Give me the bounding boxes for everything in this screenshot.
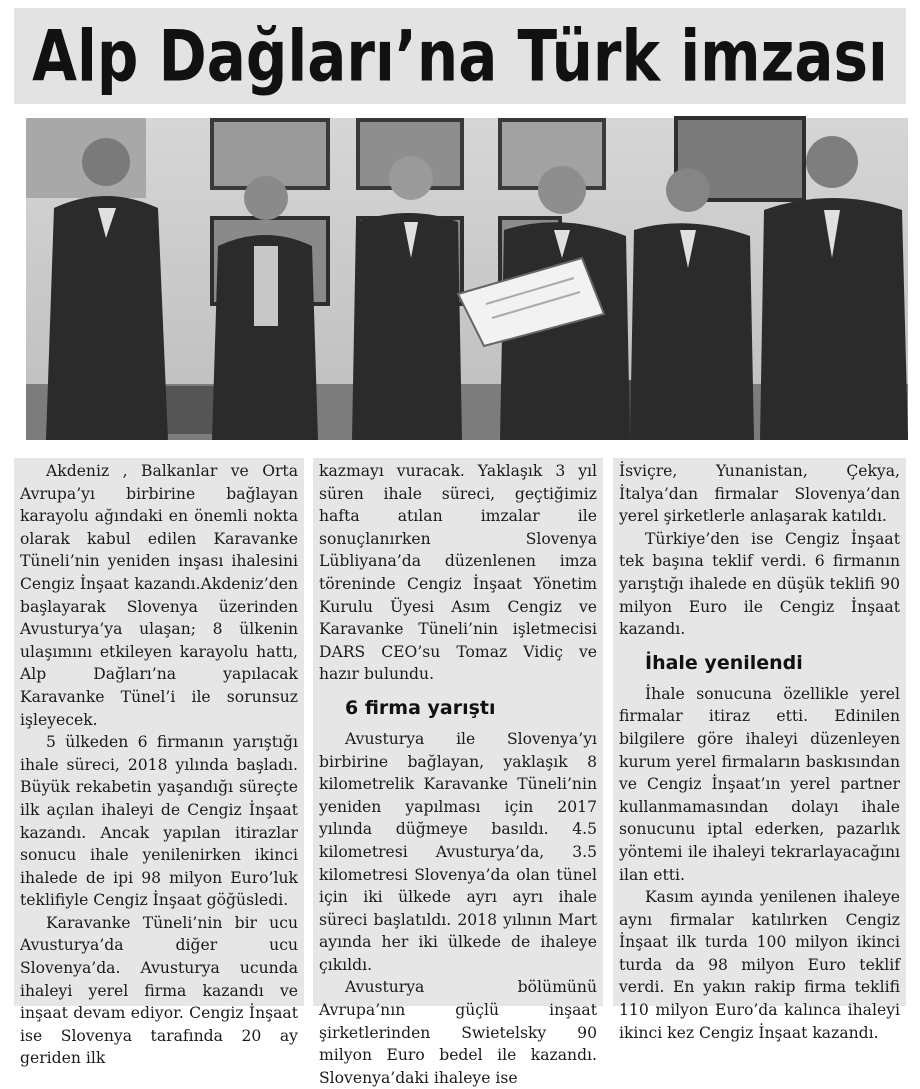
paragraph: Kasım ayında yenilenen ihaleye aynı firmalar katılırken Cengiz İnşaat ilk turda 100 milyon ikinci turda da 98 milyon Euro teklif verdi. En yakın rakip firma teklifi 110 milyon Euro’da kalınca ihaleyi ikinci kez Cengiz İnşaat kazandı. xyxy=(619,888,900,1042)
paragraph: 5 ülkeden 6 firmanın yarıştığı ihale süreci, 2018 yılında başladı. Büyük rekabetin yaşandığı süreçte ilk açılan ihaleyi de Cengiz İnşaat kazandı. Ancak yapılan itirazlar sonucu ihale yenilenirken ikinci ihalede de ipi 98 milyon Euro’luk teklifiyle Cengiz İnşaat göğüsledi. xyxy=(20,733,298,910)
article-column-1 xyxy=(14,458,304,1068)
subheading: İhale yenilendi xyxy=(645,651,803,674)
article-column-3 xyxy=(613,458,906,1042)
signing-ceremony-photo xyxy=(26,118,908,440)
paragraph: İsviçre, Yunanistan, Çekya, İtalya’dan firmalar Slovenya’dan yerel şirketlerle anlaşarak katıldı. xyxy=(619,462,900,526)
article-column-2 xyxy=(313,458,603,1087)
paragraph: Avusturya ile Slovenya’yı birbirine bağlayan, yaklaşık 8 kilometrelik Karavanke Tüneli’nin yeniden yapılması için 2017 yılında düğmeye basıldı. 4.5 kilometresi Avusturya’da, 3.5 kilometresi Slovenya’da olan tünel için iki ülkede ayrı ayrı ihale süreci başlatıldı. 2018 yılının Mart ayında her iki ülkede de ihaleye çıkıldı. xyxy=(319,729,597,974)
article-photo xyxy=(26,118,908,440)
headline-banner xyxy=(14,8,906,104)
paragraph: Avusturya bölümünü Avrupa’nın güçlü inşaat şirketlerinden Swietelsky 90 milyon Euro bedel ile kazandı. Slovenya’daki ihaleye ise xyxy=(319,978,597,1087)
paragraph: Akdeniz , Balkanlar ve Orta Avrupa’yı birbirine bağlayan karayolu ağındaki en önemli nokta olarak kabul edilen Karavanke Tüneli’nin yeniden inşası ihalesini Cengiz İnşaat kazandı.Akdeniz’den başlayarak Slovenya üzerinden Avusturya’ya ulaşan; 8 ülkenin ulaşımını etkileyen karayolu hattı, Alp Dağları’na yapılacak Karavanke Tünel’i ile sorunsuz işleyecek. xyxy=(20,462,298,729)
paragraph: Karavanke Tüneli’nin bir ucu Avusturya’da diğer ucu Slovenya’da. Avusturya ucunda ihaleyi yerel firma kazandı ve inşaat devam ediyor. Cengiz İnşaat ise Slovenya tarafında 20 ay geriden ilk xyxy=(20,913,298,1068)
paragraph: kazmayı vuracak. Yaklaşık 3 yıl süren ihale süreci, geçtiğimiz hafta atılan imzalar ile sonuçlanırken Slovenya Lübliyana’da düzenlenen imza töreninde Cengiz İnşaat Yönetim Kurulu Üyesi Asım Cengiz ve Karavanke Tüneli’nin işletmecisi DARS CEO’su Tomaz Vidiç ve hazır bulundu. xyxy=(319,462,597,684)
paragraph: Türkiye’den ise Cengiz İnşaat tek başına teklif verdi. 6 firmanın yarıştığı ihalede en düşük teklifi 90 milyon Euro ile Cengiz İnşaat kazandı. xyxy=(619,529,900,639)
subheading: 6 firma yarıştı xyxy=(345,696,496,719)
paragraph: İhale sonucuna özellikle yerel firmalar itiraz etti. Edinilen bilgilere göre ihaleyi düzenleyen kurum yerel firmaların baskısından ve Cengiz İnşaat’ın yerel partner kullanmamasından dolayı ihale sonucunu iptal ederken, pazarlık yöntemi ile ihaleyi tekrarlayacağını ilan etti. xyxy=(619,684,900,884)
headline: Alp Dağları’na Türk imzası xyxy=(32,14,888,98)
